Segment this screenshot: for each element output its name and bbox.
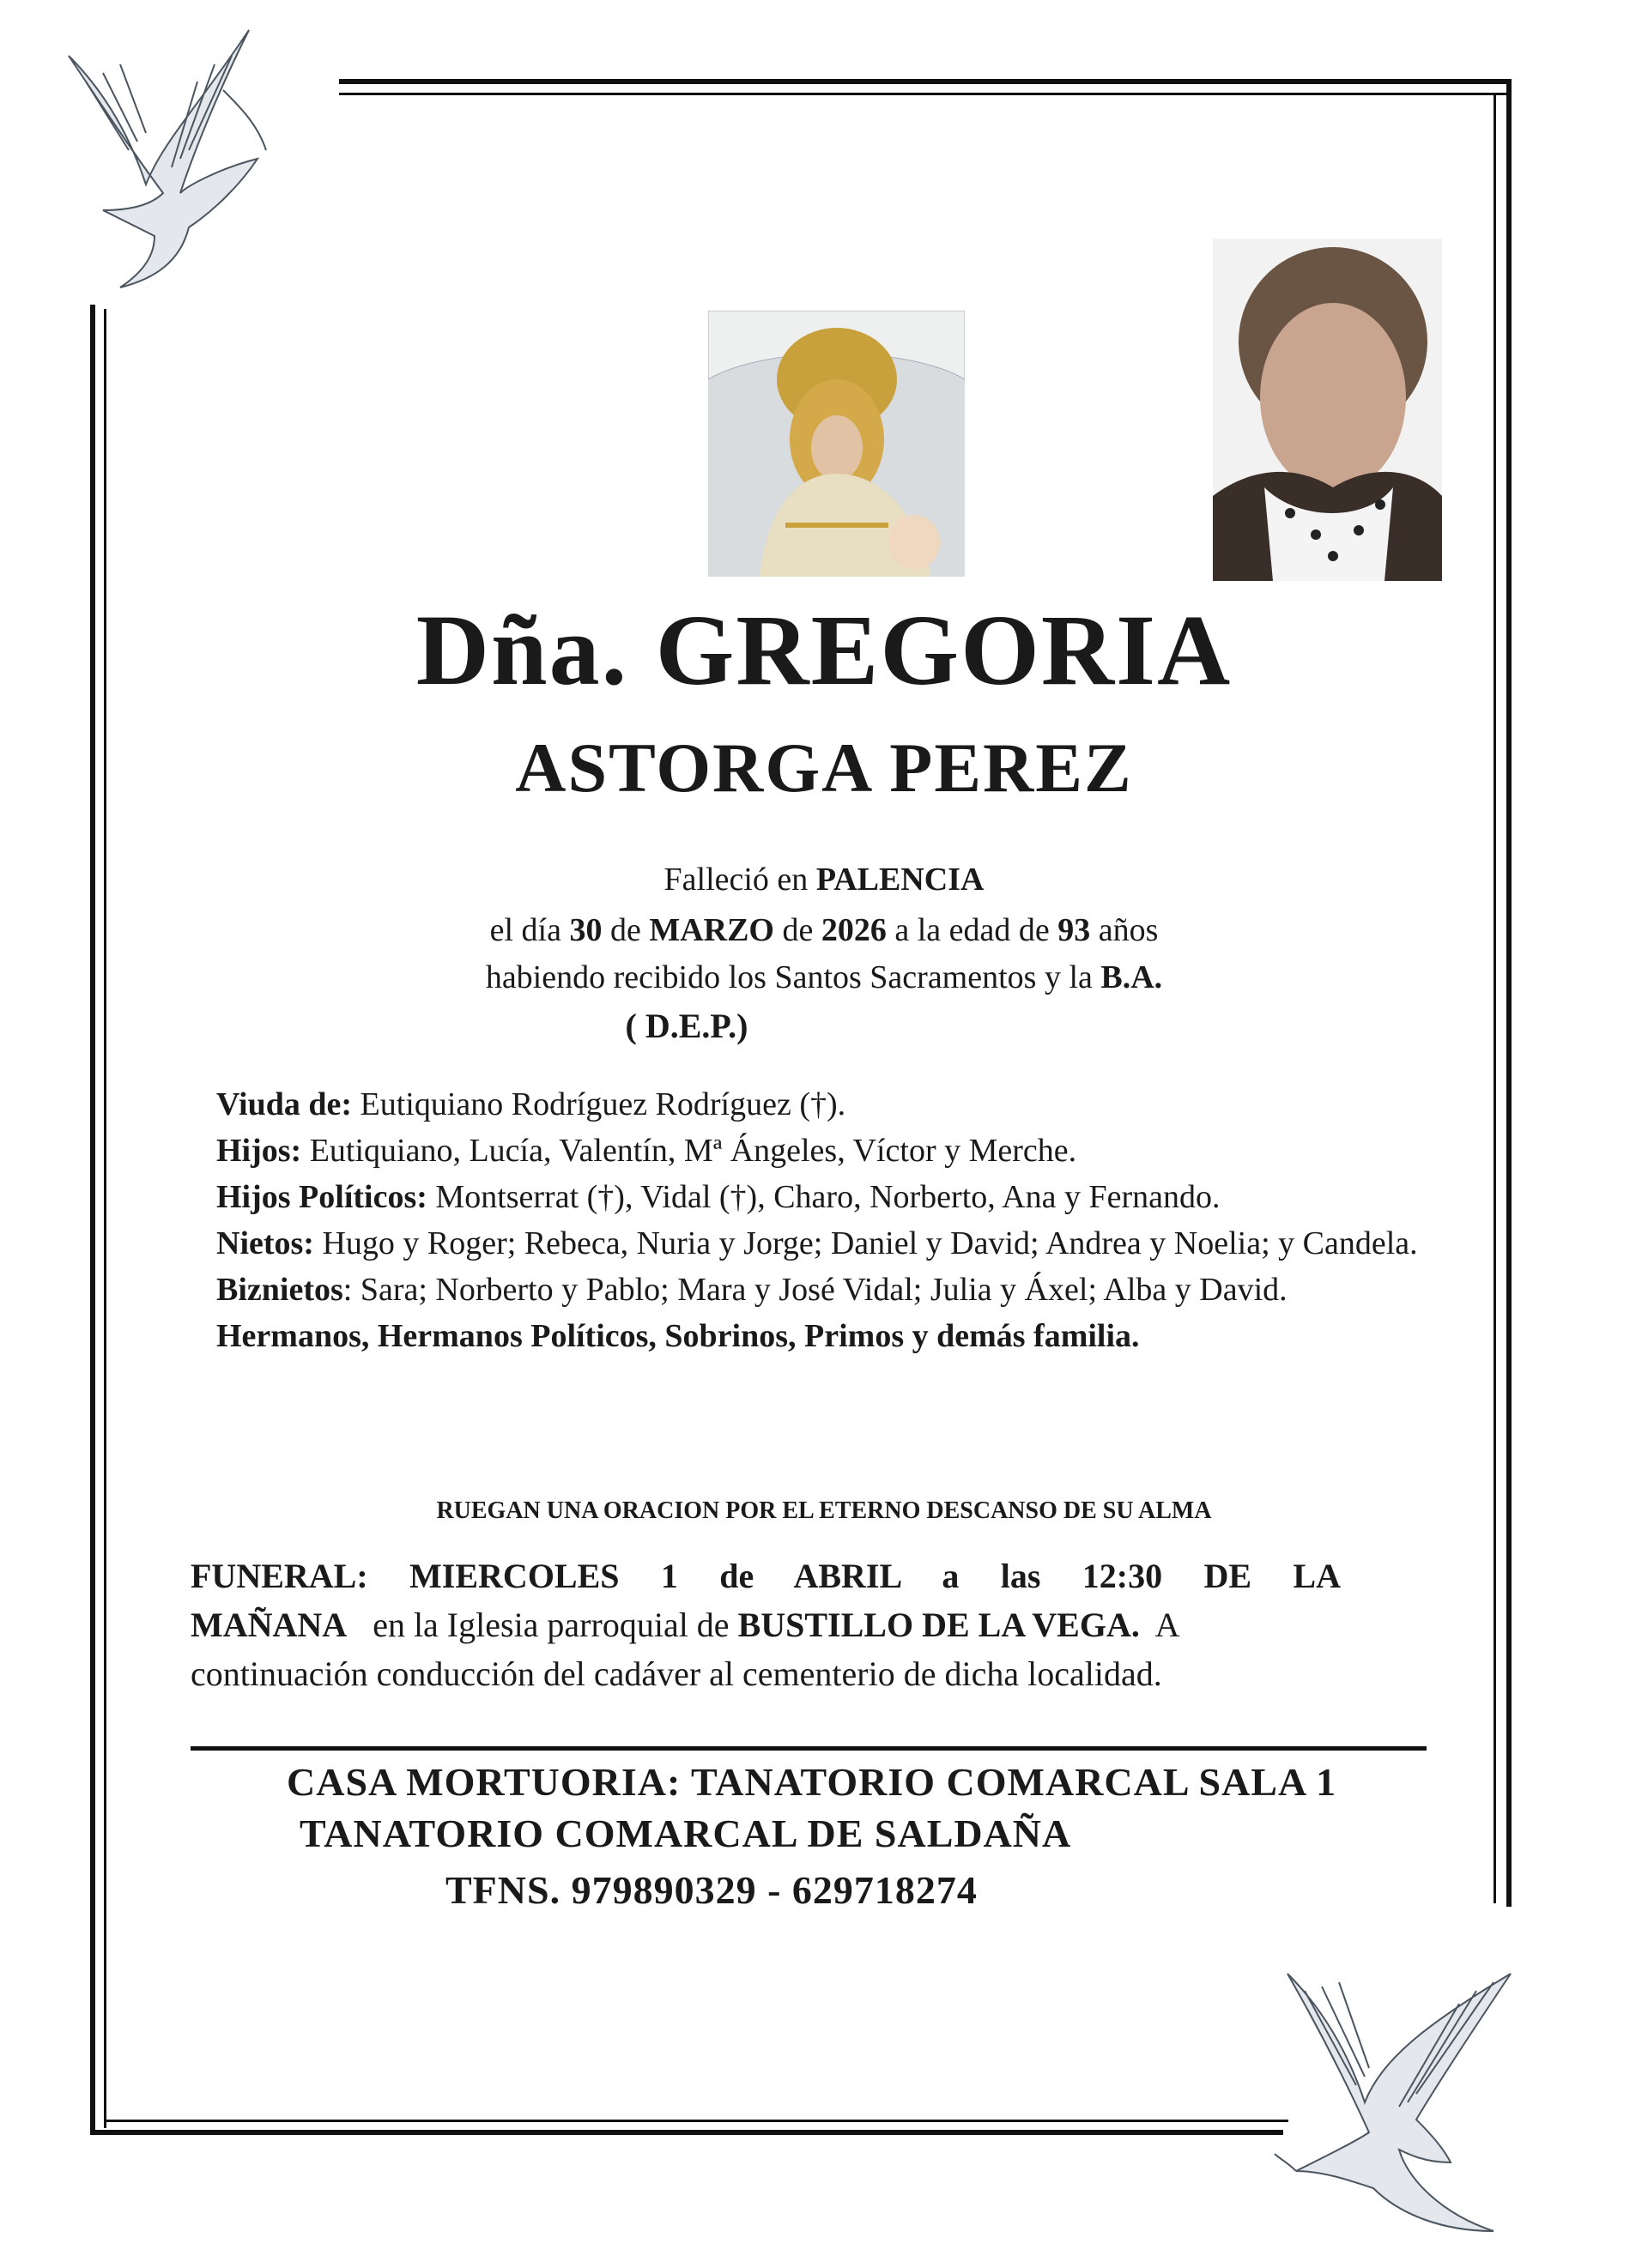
- border-right-inner: [1494, 93, 1496, 1903]
- family-text: Eutiquiano Rodríguez Rodríguez (†).: [360, 1086, 846, 1122]
- family-text: Hugo y Roger; Rebeca, Nuria y Jorge; Daniel y David; Andrea y Noelia; y Candela.: [322, 1225, 1418, 1261]
- deceased-title-name: Dña. GREGORIA: [415, 594, 1233, 706]
- death-age: 93: [1057, 912, 1091, 948]
- family-nietos: [216, 1220, 1418, 1267]
- death-date-line: [0, 911, 1648, 949]
- family-label: Nietos:: [216, 1225, 314, 1261]
- family-list: [216, 1081, 1487, 1359]
- border-left-inner: [104, 309, 106, 2128]
- border-top: [339, 79, 1511, 84]
- sacraments-line: [0, 959, 1648, 996]
- death-date-text: el día: [489, 912, 561, 948]
- separator-line: [191, 1746, 1427, 1751]
- family-viuda: [216, 1081, 1487, 1128]
- family-label: Hijos:: [216, 1133, 302, 1169]
- death-date-text: de: [609, 912, 641, 948]
- funeral-info: [191, 1551, 1341, 1698]
- prayer-request: RUEGAN UNA ORACION POR EL ETERNO DESCANSO DE SU ALMA: [436, 1497, 1212, 1524]
- family-hermanos: Hermanos, Hermanos Políticos, Sobrinos, Primos y demás familia.: [216, 1318, 1140, 1354]
- sacraments-text: habiendo recibido los Santos Sacramentos y la: [485, 959, 1093, 995]
- deceased-portrait-photo: [1213, 239, 1442, 581]
- virgin-statue-image: [708, 311, 965, 577]
- family-label: Viuda de:: [216, 1086, 353, 1122]
- death-day: 30: [569, 912, 603, 948]
- border-left: [90, 305, 95, 2132]
- family-hijos: [216, 1128, 1487, 1174]
- funeral-continuation: A: [1154, 1606, 1180, 1644]
- death-place-prefix: Falleció en: [663, 862, 809, 898]
- border-bottom: [90, 2130, 1283, 2135]
- funeral-line-1: FUNERAL: MIERCOLES 1 de ABRIL a las 12:30 DE LA: [191, 1557, 1341, 1595]
- deceased-surname: ASTORGA PEREZ: [515, 729, 1133, 807]
- funeral-line-3: continuación conducción del cadáver al cementerio de dicha localidad.: [191, 1654, 1162, 1693]
- family-text: Montserrat (†), Vidal (†), Charo, Norberto, Ana y Fernando.: [435, 1179, 1221, 1215]
- dove-top-left-icon: [52, 13, 296, 296]
- family-text: Eutiquiano, Lucía, Valentín, Mª Ángeles, Víctor y Merche.: [309, 1133, 1077, 1169]
- funeral-place: BUSTILLO DE LA VEGA.: [737, 1606, 1140, 1644]
- family-label: Hijos Políticos:: [216, 1179, 427, 1215]
- funeral-church-text: en la Iglesia parroquial de: [373, 1606, 730, 1644]
- border-bottom-inner: [104, 2120, 1288, 2122]
- death-month: MARZO: [649, 912, 774, 948]
- mortuary-location: CASA MORTUORIA: TANATORIO COMARCAL SALA 1: [287, 1760, 1337, 1804]
- death-place-line: [0, 861, 1648, 898]
- mortuary-name: TANATORIO COMARCAL DE SALDAÑA: [300, 1811, 1072, 1855]
- death-city: PALENCIA: [815, 862, 985, 898]
- mortuary-phones: TFNS. 979890329 - 629718274: [445, 1868, 978, 1912]
- family-biznietos: [216, 1267, 1349, 1313]
- family-hijos-politicos: [216, 1174, 1487, 1220]
- funeral-line-2: [191, 1600, 1341, 1649]
- death-year: 2026: [821, 912, 887, 948]
- death-date-text: a la edad de: [894, 912, 1050, 948]
- death-date-text: años: [1098, 912, 1159, 948]
- family-text: : Sara; Norberto y Pablo; Mara y José Vidal; Julia y Áxel; Alba y David.: [342, 1272, 1288, 1308]
- death-date-text: de: [782, 912, 814, 948]
- funeral-time-of-day: MAÑANA: [191, 1606, 348, 1644]
- dove-bottom-right-icon: [1270, 1957, 1528, 2248]
- border-top-inner: [339, 93, 1511, 95]
- dep-line: ( D.E.P.): [625, 1007, 748, 1045]
- family-label: Biznietos: [216, 1272, 343, 1308]
- sacraments-ba: B.A.: [1100, 959, 1163, 995]
